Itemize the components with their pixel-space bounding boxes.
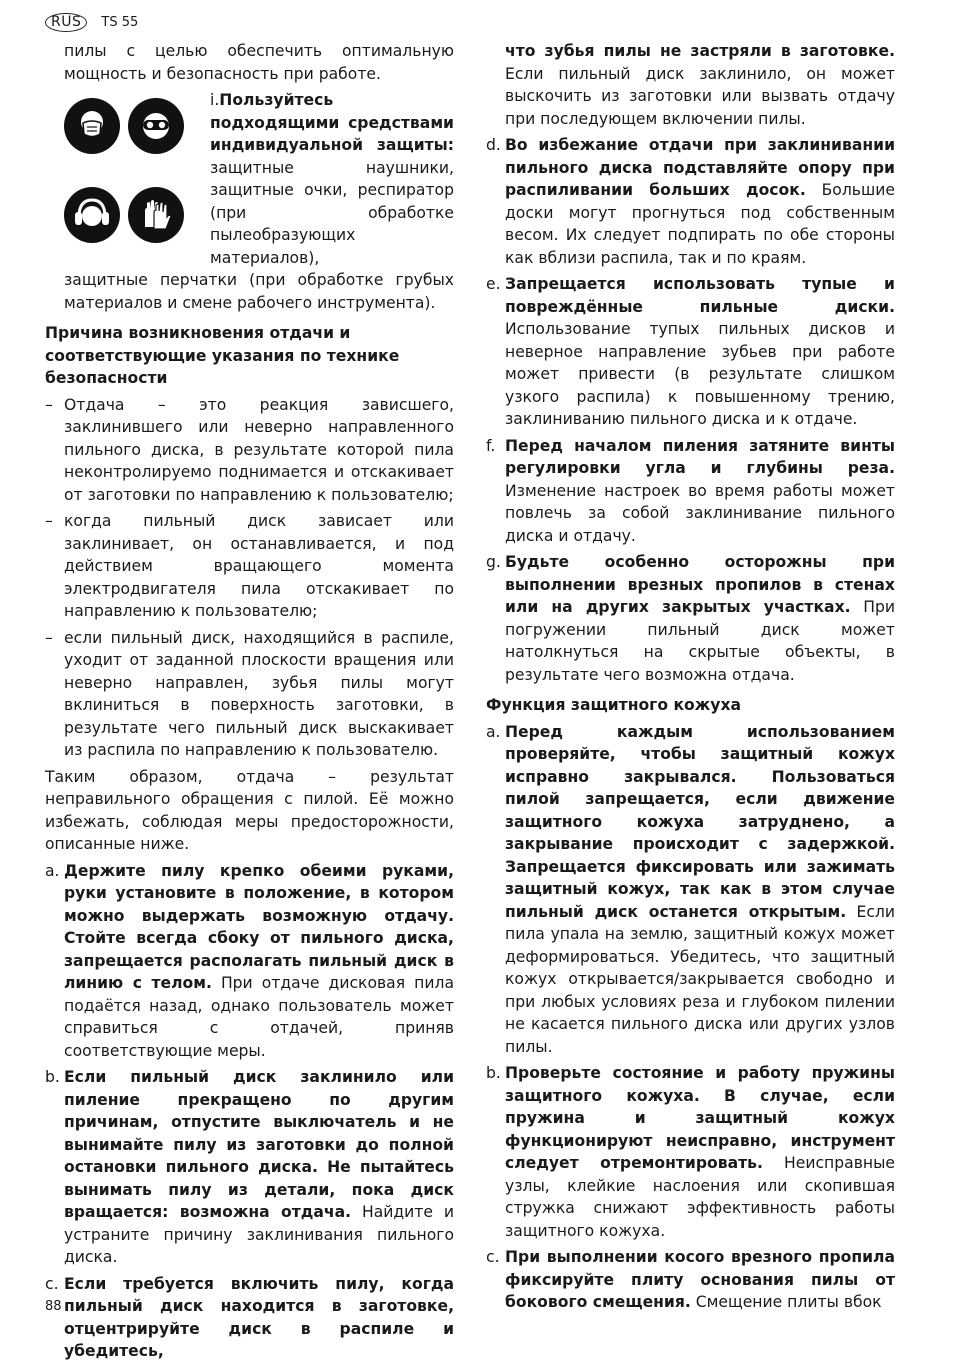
respirator-icon bbox=[64, 98, 120, 154]
instruction-item-e bbox=[486, 273, 895, 431]
item-text bbox=[64, 860, 454, 1063]
ppe-continuation: защитные перчатки (при обработке грубых материалов и смене рабочего инструмента). bbox=[64, 271, 454, 312]
item-marker: a. bbox=[45, 861, 60, 880]
guard-item-a bbox=[486, 721, 895, 1059]
instruction-item-c bbox=[45, 1273, 454, 1363]
dash-text: если пильный диск, находящийся в распиле, уходит от заданной плоскости вращения или неверно направлен, зубья пилы могут вклиниться в поверхность заготовки, в результате чего пильный диск выскакивает из распила по направлению к пользователю. bbox=[64, 628, 454, 759]
item-body: Смещение плиты вбок bbox=[695, 1293, 882, 1311]
guard-item-c bbox=[486, 1246, 895, 1314]
item-text bbox=[64, 1273, 454, 1363]
summary-paragraph: Таким образом, отдача – результат неправильного обращения с пилой. Её можно избежать, соблюдая меры предосторожности, описанные ниже. bbox=[45, 767, 454, 853]
item-bold: Запрещается использовать тупые и повреждённые пильные диски. bbox=[505, 275, 895, 316]
ppe-block bbox=[45, 89, 454, 269]
ppe-body: защитные наушники, защитные очки, респиратор (при обработке пылеобразующих материалов), bbox=[210, 158, 454, 267]
item-body: При погружении пильный диск может натолкнуться на скрытые объекты, в результате чего возможна отдача. bbox=[505, 598, 895, 684]
dash-item bbox=[45, 510, 454, 623]
item-text bbox=[505, 435, 895, 548]
item-body: Если пила упала на землю, защитный кожух может деформироваться. Убедитесь, что защитный кожух открывается/закрывается свободно и при любых условиях реза и глубоком пилении не касается пильного диска или других узлов пилы. bbox=[505, 902, 895, 1056]
item-bold: Если требуется включить пилу, когда пильный диск находится в заготовке, отцентрируйте диск в распиле и убедитесь, bbox=[64, 1274, 454, 1360]
right-column bbox=[486, 40, 895, 1314]
item-bold: При выполнении косого врезного пропила фиксируйте плиту основания пилы от бокового смещения. bbox=[505, 1248, 895, 1311]
item-marker: e. bbox=[486, 275, 501, 293]
item-bold: Держите пилу крепко обеими руками, руки установите в положение, в котором можно выдержать возможную отдачу. Стойте всегда сбоку от пильного диска, запрещается располагать пильный диск в линию с телом. bbox=[64, 861, 454, 992]
dash-marker: – bbox=[45, 628, 53, 647]
item-text bbox=[505, 721, 895, 1059]
goggles-icon bbox=[128, 98, 184, 154]
item-marker: g. bbox=[486, 553, 501, 571]
intro-paragraph: пилы с целью обеспечить оптимальную мощность и безопасность при работе. bbox=[64, 42, 454, 83]
ppe-icons bbox=[45, 89, 210, 269]
dash-marker: – bbox=[45, 512, 53, 530]
item-body: Использование тупых пильных дисков и неверное направление зубьев при работе может привести (в результате слишком узкого распила) к повышенному трению, заклиниванию пильного диска и к отдаче. bbox=[505, 320, 895, 428]
guard-heading: Функция защитного кожуха bbox=[486, 696, 742, 714]
item-marker: c. bbox=[486, 1248, 500, 1266]
item-body: При отдаче дисковая пила подаётся назад, однако пользователь может справиться с отдачей, приняв соответствующие меры. bbox=[64, 974, 454, 1060]
ear-protection-icon bbox=[64, 187, 120, 243]
item-bold: что зубья пилы не застряли в заготовке. bbox=[505, 42, 895, 60]
item-text bbox=[505, 551, 895, 686]
instruction-item-f bbox=[486, 435, 895, 548]
instruction-item-d bbox=[486, 134, 895, 269]
item-text bbox=[505, 273, 895, 431]
item-text bbox=[505, 134, 895, 269]
instruction-item-g bbox=[486, 551, 895, 686]
kickback-heading: Причина возникновения отдачи и соответствующие указания по технике безопасности bbox=[45, 324, 400, 387]
left-column bbox=[45, 40, 454, 1363]
ppe-marker: i. bbox=[210, 91, 220, 109]
item-marker: a. bbox=[486, 722, 501, 741]
item-text bbox=[505, 1062, 895, 1242]
instruction-item-b bbox=[45, 1066, 454, 1269]
item-marker: b. bbox=[486, 1064, 501, 1082]
item-bold: Перед каждым использованием проверяйте, чтобы защитный кожух исправно закрывался. Пользоваться пилой запрещается, если движение защитного кожуха затруднено, а закрывание происходит с задержкой. Запрещается фиксировать или зажимать защитный кожух, так как в этом случае пильный диск останется открытым. bbox=[505, 722, 895, 921]
item-bold: Проверьте состояние и работу пружины защитного кожуха. В случае, если пружина и защитный кожух функционируют неисправно, инструмент следует отремонтировать. bbox=[505, 1064, 895, 1172]
instruction-item-a bbox=[45, 860, 454, 1063]
page-number: 88 bbox=[45, 1299, 62, 1314]
item-body: Изменение настроек во время работы может повлечь за собой заклинивание пильного диска и отдачу. bbox=[505, 481, 895, 545]
item-body: Найдите и устраните причину заклинивания пильного диска. bbox=[64, 1203, 454, 1266]
item-marker: f. bbox=[486, 436, 496, 455]
item-c-continuation bbox=[486, 40, 895, 130]
gloves-icon bbox=[128, 187, 184, 243]
language-badge: RUS bbox=[45, 13, 87, 32]
dash-marker: – bbox=[45, 395, 53, 414]
page-header bbox=[45, 13, 138, 32]
item-body: Неисправные узлы, клейкие наслоения или скопившая стружка снижают эффективность работы защитного кожуха. bbox=[505, 1154, 895, 1240]
item-bold: Во избежание отдачи при заклинивании пильного диска подставляйте опору при распиливании больших досок. bbox=[505, 136, 895, 199]
ppe-text bbox=[210, 89, 454, 269]
item-bold: Если пильный диск заклинило или пиление прекращено по другим причинам, отпустите выключатель и не вынимайте пилу из заготовки до полной остановки пильного диска. Не пытайтесь вынимать пилу из детали, пока диск вращается: возможна отдача. bbox=[64, 1068, 454, 1221]
item-marker: d. bbox=[486, 136, 501, 154]
item-bold: Будьте особенно осторожны при выполнении врезных пропилов в стенах или на других закрытых участках. bbox=[505, 553, 895, 616]
item-body: Если пильный диск заклинило, он может выскочить из заготовки или вызвать отдачу при последующем включении пилы. bbox=[505, 64, 895, 128]
dash-item bbox=[45, 627, 454, 762]
model-name: TS 55 bbox=[101, 15, 139, 30]
dash-text: когда пильный диск зависает или заклинивает, он останавливается, и под действием вращающего момента электродвигателя пила отскакивает по направлению к пользователю; bbox=[64, 512, 454, 620]
item-marker: c. bbox=[45, 1274, 59, 1293]
ppe-bold: Пользуйтесь подходящими средствами индивидуальной защиты: bbox=[210, 91, 454, 154]
dash-item bbox=[45, 394, 454, 507]
guard-item-b bbox=[486, 1062, 895, 1242]
dash-text: Отдача – это реакция зависшего, заклинившего или неверно направленного пильного диска, в результате которой пила неконтролируемо поднимается и отскакивает от заготовки по направлению к пользователю; bbox=[64, 395, 454, 504]
item-body: Большие доски могут прогнуться под собственным весом. Их следует подпирать по обе стороны как вблизи распила, так и по краям. bbox=[505, 181, 895, 267]
item-text bbox=[64, 1066, 454, 1269]
item-bold: Перед началом пиления затяните винты регулировки угла и глубины реза. bbox=[505, 436, 895, 477]
item-marker: b. bbox=[45, 1068, 60, 1086]
item-text bbox=[505, 1246, 895, 1314]
